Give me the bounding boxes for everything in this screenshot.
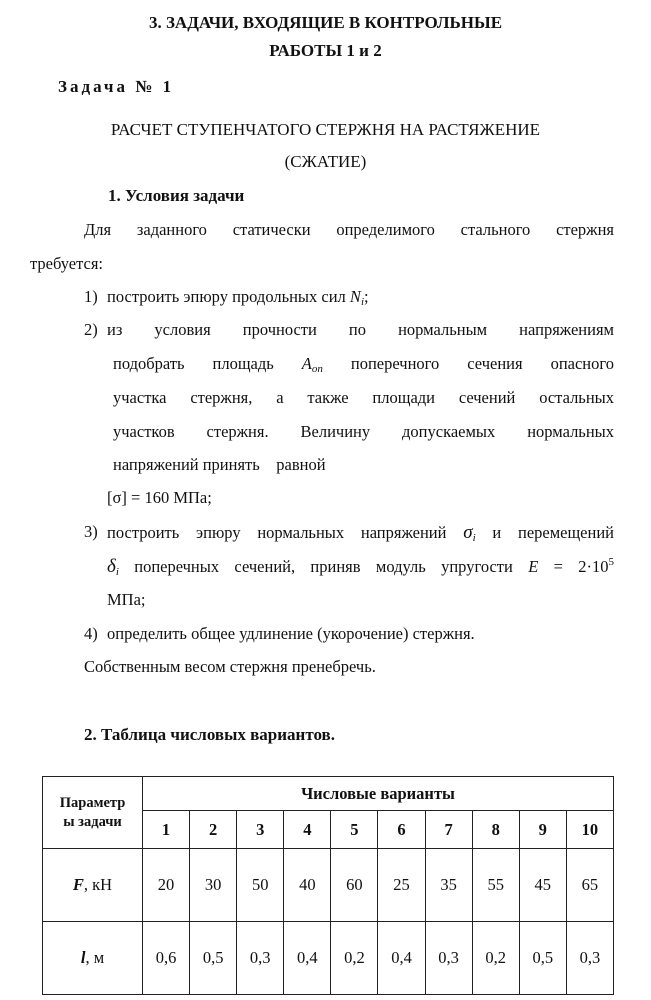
section-title-line2: РАБОТЫ 1 и 2 — [269, 41, 382, 60]
item-3-line3: МПа; — [107, 590, 146, 609]
item-3-sigma-sub: i — [472, 532, 476, 544]
variant-number: 7 — [425, 811, 472, 849]
variant-number: 1 — [143, 811, 190, 849]
variant-number: 5 — [331, 811, 378, 849]
table-cell: 0,5 — [519, 922, 566, 995]
table-cell: 0,2 — [331, 922, 378, 995]
item-3-line1-post: и перемещений — [475, 523, 614, 542]
table-cell: 40 — [284, 849, 331, 922]
item-1-sub: i — [360, 296, 364, 308]
variant-number: 2 — [190, 811, 237, 849]
table-cell: 0,2 — [472, 922, 519, 995]
table-cell: 60 — [331, 849, 378, 922]
table-cell: 0,3 — [566, 922, 613, 995]
problem-heading-line1: РАСЧЕТ СТУПЕНЧАТОГО СТЕРЖНЯ НА РАСТЯЖЕНИЕ — [110, 120, 541, 139]
table-cell: 0,3 — [237, 922, 284, 995]
table-row-length — [43, 922, 614, 995]
item-2-line2-pre: подобрать площадь — [113, 354, 302, 373]
item-3-delta-sub: i — [115, 566, 119, 578]
length-symbol: l — [80, 948, 86, 967]
section-title-line1: 3. ЗАДАЧИ, ВХОДЯЩИЕ В КОНТРОЛЬНЫЕ — [148, 13, 503, 32]
item-3-number: 3) — [84, 522, 98, 541]
intro-line2: требуется: — [30, 254, 104, 273]
item-3-line1 — [107, 522, 614, 544]
variants-table — [42, 776, 614, 995]
intro-line1: Для заданного статически определимого стального стержня — [84, 220, 614, 239]
item-3-modulus-eq: = 2·10 — [538, 557, 609, 576]
table-cell: 0,5 — [190, 922, 237, 995]
table-row-force — [43, 849, 614, 922]
problem-label: Задача № 1 — [58, 77, 175, 96]
variant-number: 9 — [519, 811, 566, 849]
item-4-text: определить общее удлинение (укорочение) стержня. — [107, 624, 475, 643]
variants-header-cell: Числовые варианты — [143, 777, 614, 811]
item-1-tail: ; — [364, 287, 369, 306]
table-cell: 0,4 — [378, 922, 425, 995]
force-unit: , кН — [83, 875, 113, 894]
item-2-number: 2) — [84, 320, 98, 339]
conditions-heading: 1. Условия задачи — [108, 186, 245, 205]
param-header-line2: ы задачи — [63, 813, 122, 830]
table-cell: 35 — [425, 849, 472, 922]
item-2-line5: напряжений принять равной — [113, 455, 326, 474]
variant-number: 4 — [284, 811, 331, 849]
item-1-main: построить эпюру продольных сил — [107, 287, 350, 306]
item-3-modulus-var: E — [528, 557, 539, 576]
item-3-delta-var: δ — [107, 556, 116, 577]
item-2-area-var: A — [301, 354, 312, 373]
force-symbol: F — [72, 875, 84, 894]
variant-number: 3 — [237, 811, 284, 849]
item-2-line4: участков стержня. Величину допускаемых нормальных — [113, 422, 614, 441]
item-2-line3: участка стержня, а также площади сечений остальных — [113, 388, 614, 407]
item-3-sigma-var: σ — [463, 522, 473, 543]
param-header-line1: Параметр — [59, 794, 126, 811]
item-3-line2-text: поперечных сечений, приняв модуль упругости — [118, 557, 529, 576]
item-2-line1: из условия прочности по нормальным напряжениям — [107, 320, 614, 339]
item-3-modulus-exp: 5 — [608, 556, 614, 568]
param-header-cell — [43, 777, 143, 849]
table-cell: 0,6 — [143, 922, 190, 995]
table-cell: 55 — [472, 849, 519, 922]
item-2-line2 — [113, 354, 614, 374]
table-cell: 20 — [143, 849, 190, 922]
table-cell: 65 — [566, 849, 613, 922]
item-2-area-sub: оп — [311, 363, 323, 375]
table-cell: 50 — [237, 849, 284, 922]
note-text: Собственным весом стержня пренебречь. — [84, 657, 376, 676]
table-cell: 0,4 — [284, 922, 331, 995]
row-label-length — [43, 922, 143, 995]
item-3-line2 — [107, 556, 614, 578]
table-cell: 0,3 — [425, 922, 472, 995]
variant-number: 10 — [566, 811, 613, 849]
variant-number: 8 — [472, 811, 519, 849]
row-label-force — [43, 849, 143, 922]
item-1-text — [107, 287, 369, 307]
item-3-line1-pre: построить эпюру нормальных напряжений — [107, 523, 464, 542]
item-2-line2-post: поперечного сечения опасного — [322, 354, 614, 373]
table-cell: 30 — [190, 849, 237, 922]
table-cell: 25 — [378, 849, 425, 922]
item-4-number: 4) — [84, 624, 98, 643]
table-heading: 2. Таблица числовых вариантов. — [84, 725, 335, 744]
table-cell: 45 — [519, 849, 566, 922]
variant-number: 6 — [378, 811, 425, 849]
table-header-row — [43, 777, 614, 811]
item-1-number: 1) — [84, 287, 98, 306]
length-unit: , м — [85, 948, 105, 967]
item-2-line6: [σ] = 160 МПа; — [107, 488, 212, 507]
problem-heading-line2: (СЖАТИЕ) — [284, 152, 367, 171]
item-1-var: N — [349, 287, 361, 306]
